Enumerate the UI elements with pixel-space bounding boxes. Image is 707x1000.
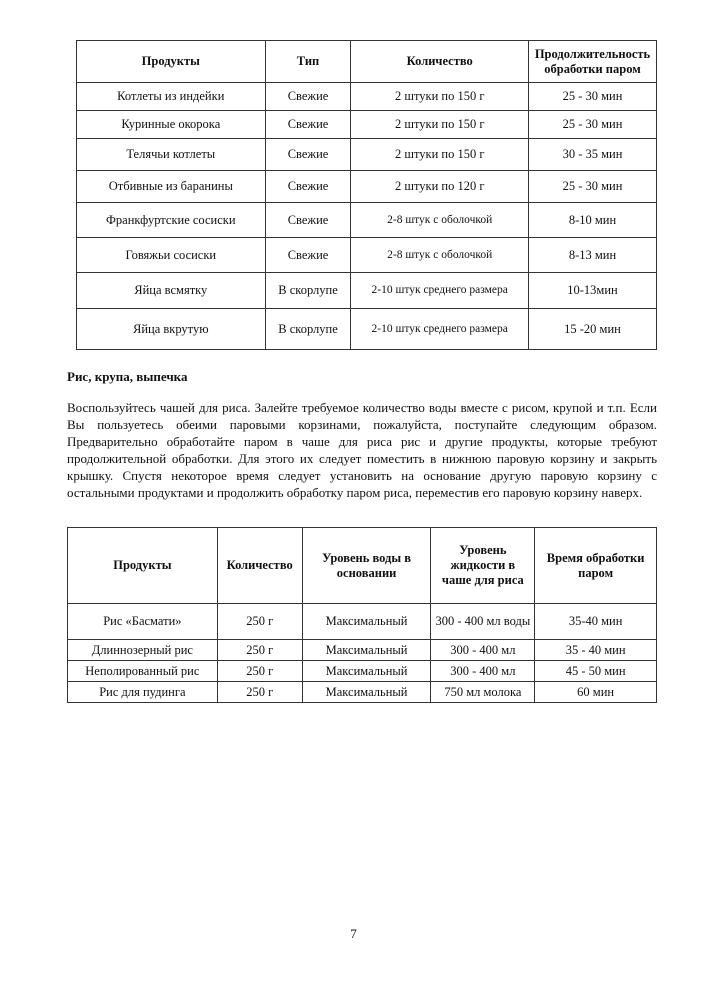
cell-product: Франкфуртские сосиски: [77, 203, 266, 238]
cell-product: Котлеты из индейки: [77, 83, 266, 111]
cell-quantity: 2-8 штук с оболочкой: [351, 238, 529, 273]
cell-duration: 8-13 мин: [529, 238, 657, 273]
instructions-paragraph: Воспользуйтесь чашей для риса. Залейте требуемое количество воды вместе с рисом, крупой и т.п. Если Вы пользуетесь обеими паровыми корзинами, пожалуйста, поступайте следующим образом. Предварительно обработайте паром в чаше для риса рис и другие продукты, которые требуют продолжительной обработки. Для этого их следует поместить в нижнюю паровую корзину и закрыть крышку. Спустя некоторое время следует установить на основание другую паровую корзину с остальными продуктами и продолжить обработку паром риса, переместив его паровую корзину наверх.: [67, 400, 657, 500]
rice-steaming-table: [67, 527, 657, 703]
column-header-type: Тип: [265, 41, 351, 83]
column-header-quantity: Количество: [217, 528, 302, 604]
cell-quantity: 2 штуки по 150 г: [351, 111, 529, 139]
cell-water-level: Максимальный: [302, 682, 431, 703]
table-row: [77, 309, 657, 350]
cell-bowl-liquid: 300 - 400 мл: [431, 640, 535, 661]
cell-product: Говяжьи сосиски: [77, 238, 266, 273]
cell-duration: 10-13мин: [529, 273, 657, 309]
cell-duration: 30 - 35 мин: [529, 139, 657, 171]
cell-type: В скорлупе: [265, 273, 351, 309]
cell-product: Рис «Басмати»: [68, 604, 218, 640]
cell-type: Свежие: [265, 203, 351, 238]
table-header-row: [77, 41, 657, 83]
cell-product: Яйца всмятку: [77, 273, 266, 309]
cell-product: Длиннозерный рис: [68, 640, 218, 661]
cell-duration: 15 -20 мин: [529, 309, 657, 350]
cell-product: Неполированный рис: [68, 661, 218, 682]
cell-quantity: 250 г: [217, 682, 302, 703]
cell-product: Телячьи котлеты: [77, 139, 266, 171]
cell-quantity: 250 г: [217, 604, 302, 640]
cell-type: Свежие: [265, 111, 351, 139]
cell-bowl-liquid: 300 - 400 мл воды: [431, 604, 535, 640]
cell-product: Куринные окорока: [77, 111, 266, 139]
cell-bowl-liquid: 750 мл молока: [431, 682, 535, 703]
cell-steaming-time: 45 - 50 мин: [535, 661, 657, 682]
cell-quantity: 250 г: [217, 661, 302, 682]
table-row: [68, 682, 657, 703]
cell-steaming-time: 60 мин: [535, 682, 657, 703]
table-row: [68, 661, 657, 682]
table-row: [77, 203, 657, 238]
section-heading: Рис, крупа, выпечка: [67, 369, 188, 384]
column-header-duration: Продолжительность обработки паром: [529, 41, 657, 83]
column-header-water-level: Уровень воды в основании: [302, 528, 431, 604]
cell-quantity: 2-8 штук с оболочкой: [351, 203, 529, 238]
table-header-row: [68, 528, 657, 604]
cell-duration: 25 - 30 мин: [529, 111, 657, 139]
cell-water-level: Максимальный: [302, 661, 431, 682]
cell-bowl-liquid: 300 - 400 мл: [431, 661, 535, 682]
cell-steaming-time: 35 - 40 мин: [535, 640, 657, 661]
cell-quantity: 2 штуки по 150 г: [351, 139, 529, 171]
steaming-times-table: [76, 40, 657, 350]
cell-quantity: 250 г: [217, 640, 302, 661]
table-row: [77, 111, 657, 139]
cell-quantity: 2 штуки по 120 г: [351, 171, 529, 203]
column-header-products: Продукты: [68, 528, 218, 604]
table-row: [68, 604, 657, 640]
cell-product: Отбивные из баранины: [77, 171, 266, 203]
cell-water-level: Максимальный: [302, 604, 431, 640]
cell-type: Свежие: [265, 171, 351, 203]
table-row: [77, 238, 657, 273]
table-row: [77, 171, 657, 203]
table-row: [77, 83, 657, 111]
cell-steaming-time: 35-40 мин: [535, 604, 657, 640]
cell-duration: 25 - 30 мин: [529, 171, 657, 203]
cell-product: Рис для пудинга: [68, 682, 218, 703]
column-header-products: Продукты: [77, 41, 266, 83]
cell-quantity: 2 штуки по 150 г: [351, 83, 529, 111]
cell-water-level: Максимальный: [302, 640, 431, 661]
cell-quantity: 2-10 штук среднего размера: [351, 273, 529, 309]
cell-quantity: 2-10 штук среднего размера: [351, 309, 529, 350]
table-row: [77, 273, 657, 309]
column-header-steaming-time: Время обработки паром: [535, 528, 657, 604]
column-header-bowl-liquid-level: Уровень жидкости в чаше для риса: [431, 528, 535, 604]
cell-type: Свежие: [265, 83, 351, 111]
page-number: 7: [350, 926, 357, 941]
cell-duration: 8-10 мин: [529, 203, 657, 238]
column-header-quantity: Количество: [351, 41, 529, 83]
cell-duration: 25 - 30 мин: [529, 83, 657, 111]
table-row: [77, 139, 657, 171]
table-row: [68, 640, 657, 661]
cell-product: Яйца вкрутую: [77, 309, 266, 350]
cell-type: Свежие: [265, 238, 351, 273]
cell-type: В скорлупе: [265, 309, 351, 350]
cell-type: Свежие: [265, 139, 351, 171]
